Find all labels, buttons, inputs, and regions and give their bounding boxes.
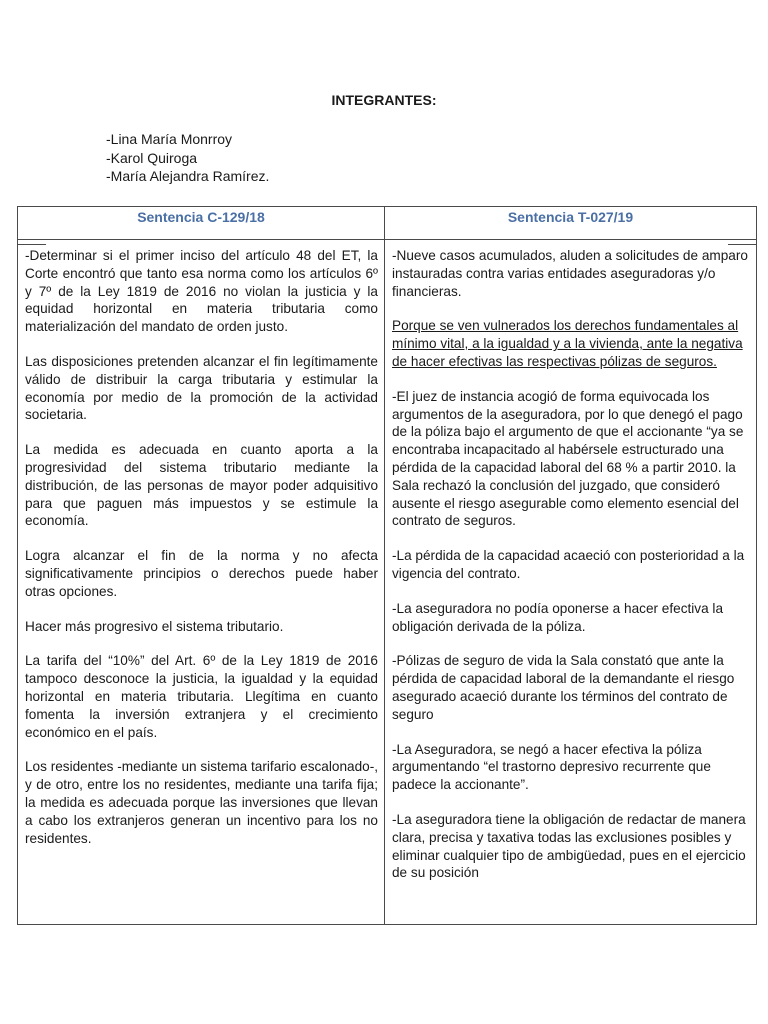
left-paragraph: Hacer más progresivo el sistema tributario. [25,618,284,634]
right-paragraph: -La pérdida de la capacidad acaeció con posterioridad a la vigencia del contrato. [392,548,745,581]
cell-left [18,240,385,925]
cell-right [385,240,757,925]
right-paragraph: -Nueve casos acumulados, aluden a solicitudes de amparo instauradas contra varias entidades aseguradoras y/o financieras. [392,248,748,299]
table-row [18,240,757,925]
member-item: -Karol Quiroga [106,149,198,166]
right-paragraph: -La aseguradora tiene la obligación de redactar de manera clara, precisa y taxativa todas las exclusiones posibles y eliminar cualquier tipo de ambigüedad, pues en el ejercicio de su posición [392,811,746,881]
right-paragraph-underlined: Porque se ven vulnerados los derechos fundamentales al mínimo vital, a la igualdad y a la vivienda, ante la negativa de hacer efectivas las respectivas pólizas de seguros. [392,318,743,369]
table-header-row [18,207,757,240]
members-list [106,130,269,186]
member-item: -María Alejandra Ramírez. [106,168,270,184]
document-title: INTEGRANTES: [331,92,437,108]
right-paragraph: -El juez de instancia acogió de forma equivocada los argumentos de la aseguradora, por lo que denegó el pago de la póliza bajo el argumento de que el accionante “ya se encontraba incapacitado al habérsele estructurado una pérdida de la capacidad laboral del 68 % a partir 2010. la Sala rechazó la conclusión del juzgado, que consideró ausente el riesgo asegurable como elemento esencial del contrato de seguros. [392,388,744,529]
left-paragraph: -Determinar si el primer inciso del artículo 48 del ET, la Corte encontró que tanto esa norma como los artículos 6º y 7º de la Ley 1819 de 2016 no violan la justicia y la equidad horizontal en materia tributaria como materialización del mandato de orden justo. [25,248,378,335]
left-paragraph: Logra alcanzar el fin de la norma y no afecta significativamente principios o derechos puede haber otras opciones. [25,548,378,599]
comparison-table [17,206,757,925]
left-paragraph: Las disposiciones pretenden alcanzar el fin legítimamente válido de distribuir la carga tributaria y estimular la economía por medio de la promoción de la actividad societaria. [25,353,378,423]
header-right: Sentencia T-027/19 [385,207,757,240]
header-left: Sentencia C-129/18 [18,207,385,240]
member-item: -Lina María Monrroy [106,131,233,147]
right-paragraph: -La aseguradora no podía oponerse a hacer efectiva la obligación derivada de la póliza. [392,600,724,634]
right-paragraph: -La Aseguradora, se negó a hacer efectiva la póliza argumentando “el trastorno depresivo recurrente que padece la accionante”. [392,741,711,793]
left-paragraph: Los residentes -mediante un sistema tarifario escalonado-, y de otro, entre los no residentes, mediante una tarifa fija; la medida es adecuada porque las inversiones que llevan a cabo los extranjeros generan un incentivo para los no residentes. [25,759,378,846]
right-paragraph: -Pólizas de seguro de vida la Sala constató que ante la pérdida de capacidad laboral de la demandante el riesgo asegurado acaeció durante los términos del contrato de seguro [392,653,735,722]
left-paragraph: La tarifa del “10%” del Art. 6º de la Ley 1819 de 2016 tampoco desconoce la justicia, la igualdad y la equidad horizontal en materia tributaria. Llegítima en cuanto fomenta la inversión extranjera y el crecimiento económico en el país. [25,653,378,740]
left-paragraph: La medida es adecuada en cuanto aporta a la progresividad del sistema tributario mediante la distribución, de las personas de mayor poder adquisitivo para que paguen más impuestos y se estimule la economía. [25,442,378,529]
